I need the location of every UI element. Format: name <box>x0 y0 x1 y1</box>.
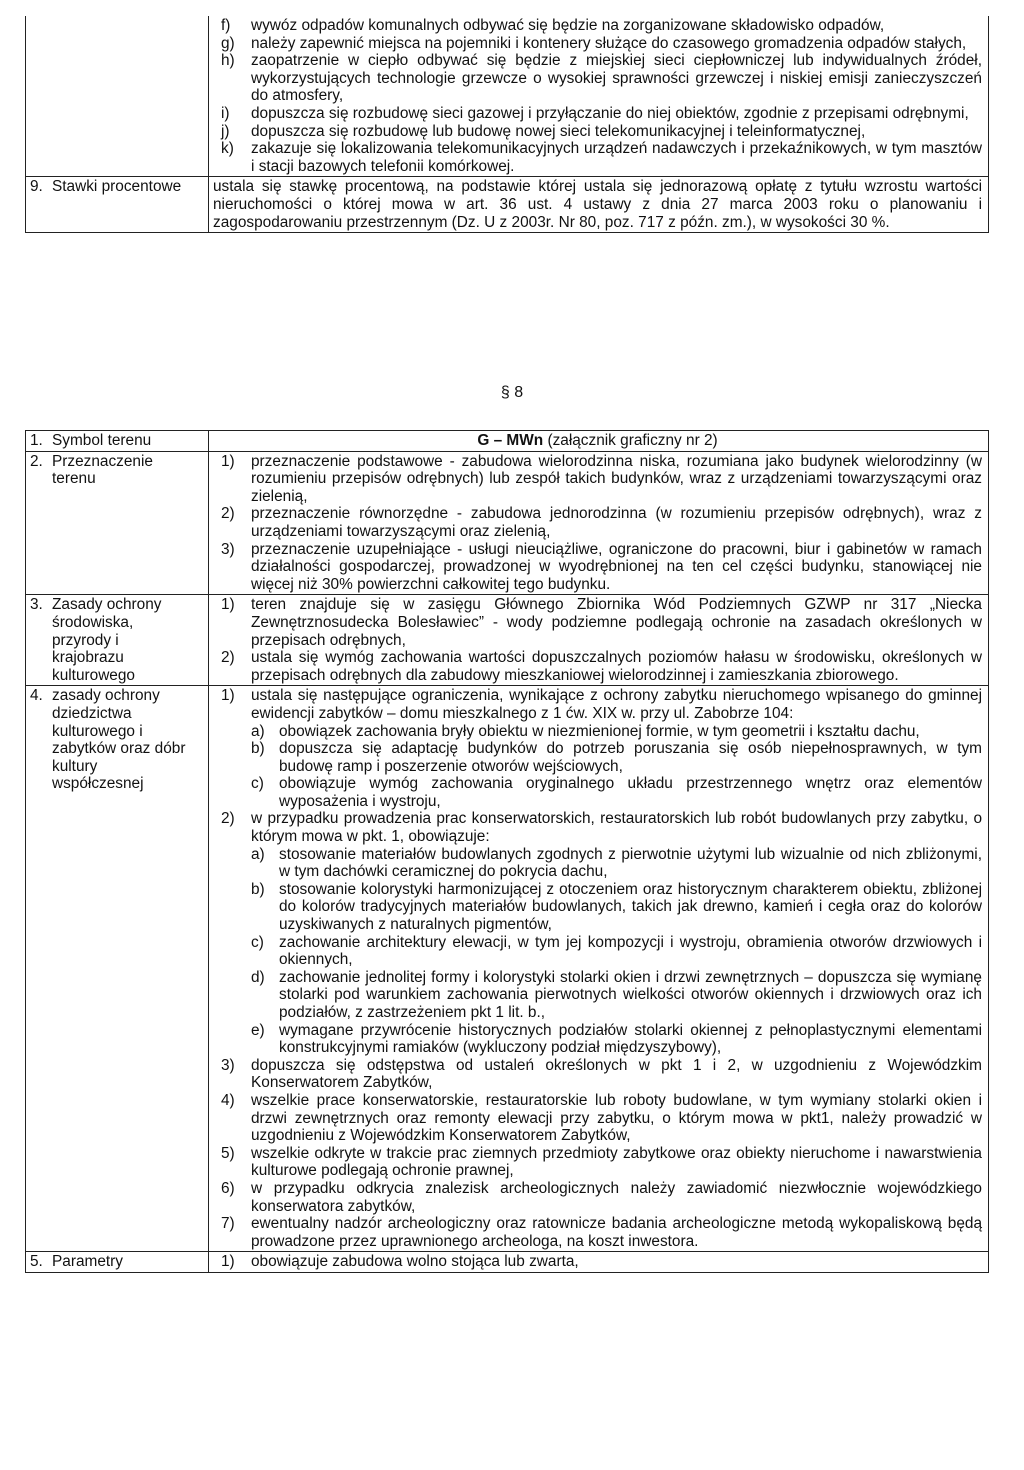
row-label: Parametry <box>52 1253 123 1271</box>
symbol-cell <box>209 431 989 452</box>
list-subitem <box>213 1022 982 1057</box>
item-text: obowiązuje wymóg zachowania oryginalnego układu przestrzennego wnętrz oraz elementów wyposażenia i wystroju, <box>279 775 982 810</box>
item-text: zachowanie architektury elewacji, w tym jej kompozycji i wystroju, obramienia otworów drzwiowych i okiennych, <box>279 933 982 969</box>
item-text: należy zapewnić miejsca na pojemniki i kontenery służące do czasowego gromadzenia odpadów stałych, <box>251 34 967 52</box>
row-number: 4. <box>30 687 43 705</box>
list-item <box>213 810 982 845</box>
item-marker: 1) <box>221 687 235 705</box>
item-marker: 2) <box>221 810 235 828</box>
list-item <box>213 1057 982 1092</box>
list-subitem <box>213 969 982 1022</box>
content-cell <box>209 686 989 1252</box>
item-marker: 3) <box>221 1056 235 1074</box>
item-marker: 1) <box>221 452 235 470</box>
row-label: zasady ochrony dziedzictwa kulturowego i zabytków oraz dóbr kultury współczesnej <box>52 687 186 793</box>
list-item <box>213 123 982 141</box>
item-text: obowiązek zachowania bryły obiektu w niezmienionej formie, w tym geometrii i kształtu dachu, <box>279 722 920 740</box>
list-item <box>213 687 982 722</box>
item-marker: c) <box>251 933 264 951</box>
item-text: dopuszcza się adaptację budynków do potrzeb poruszania się osób niepełnosprawnych, w tym budowę ramp i poszerzenie otworów wejściowych, <box>279 740 982 775</box>
item-text: wszelkie odkryte w trakcie prac ziemnych przedmioty zabytkowe oraz obiekty nieruchome i nawarstwienia kulturowe podlegają ochronie prawnej, <box>251 1144 982 1180</box>
item-marker: 1) <box>221 596 235 614</box>
list-subitem <box>213 934 982 969</box>
item-text: przeznaczenie równorzędne - zabudowa jednorodzinna (w rozumieniu przepisów odrębnych), wraz z urządzeniami towarzyszącymi oraz zielenią, <box>251 505 982 540</box>
item-marker: 3) <box>221 540 235 558</box>
item-text: wymagane przywrócenie historycznych podziałów stolarki okiennej z pełnoplastycznymi elementami konstrukcyjnymi ramiaków (wykluczony podział międzyszybowy), <box>279 1021 982 1057</box>
item-text: w przypadku prowadzenia prac konserwatorskich, restauratorskich lub robót budowlanych przy zabytku, o którym mowa w pkt. 1, obowiązuje: <box>251 810 982 846</box>
symbol-note: (załącznik graficzny nr 2) <box>543 432 718 449</box>
list-item <box>213 453 982 506</box>
item-marker: c) <box>251 775 264 793</box>
item-marker: 4) <box>221 1091 235 1109</box>
row-label: Stawki procentowe <box>52 178 182 196</box>
label-cell <box>26 1252 209 1273</box>
item-text: stosowanie materiałów budowlanych zgodnych z pierwotnie użytymi lub wizualnie od nich zbliżonymi, w tym dachówki ceramicznej do pokrycia dachu, <box>279 845 982 881</box>
list-subitem <box>213 740 982 775</box>
item-text: wszelkie prace konserwatorskie, restauratorskie lub roboty budowlane, w tym wymiany stolarki okien i drzwi zewnętrznych oraz remonty elewacji przy zabytku, o którym mowa w pkt1, należy prowadzić w uzgodnieniu z Wojewódzkim Konserwatorem Zabytków, <box>251 1091 982 1145</box>
item-text: ustala się wymóg zachowania wartości dopuszczalnych poziomów hałasu w środowisku, określonych w przepisach odrębnych dla zabudowy mieszkaniowej wielorodzinnej i zamieszkania zbiorowego. <box>251 649 982 684</box>
row-label: Przeznaczenie terenu <box>52 452 153 488</box>
content-cell <box>209 451 989 595</box>
table-row <box>26 177 989 233</box>
item-marker: 5) <box>221 1144 235 1162</box>
item-marker: 2) <box>221 649 235 667</box>
table-row <box>26 16 989 177</box>
label-cell <box>26 686 209 1252</box>
content-cell <box>209 595 989 686</box>
item-text: zachowanie jednolitej formy i kolorystyki stolarki okien i drzwi zewnętrznych – dopuszcza się wymianę stolarki pod warunkiem zachowania pierwotnych wielkości otworów okiennych i drzwiowych oraz ich podziałów, z zastrzeżeniem pkt 1 lit. b., <box>279 968 982 1021</box>
item-marker: j) <box>221 122 230 140</box>
list-item <box>213 52 982 105</box>
item-marker: b) <box>251 740 265 758</box>
item-marker: k) <box>221 140 234 158</box>
item-text: zaopatrzenie w ciepło odbywać się będzie z miejskiej sieci ciepłowniczej lub indywidualnych źródeł, wykorzystujących technologie grzewcze o wysokiej sprawności grzewczej i niskiej emisji zanieczyszczeń do atmosfery, <box>251 52 982 105</box>
list-item <box>213 541 982 594</box>
item-marker: h) <box>221 52 235 70</box>
item-text: obowiązuje zabudowa wolno stojąca lub zwarta, <box>251 1253 579 1271</box>
item-text: przeznaczenie podstawowe - zabudowa wielorodzinna niska, rozumiana jako budynek wielorodzinny (w rozumieniu przepisów odrębnych) lub zespół takich budynków, wraz z urządzeniami towarzyszącymi oraz zielenią, <box>251 452 982 505</box>
item-marker: f) <box>221 17 231 34</box>
label-cell <box>26 177 209 233</box>
item-text: w przypadku odkrycia znalezisk archeologicznych należy zawiadomić niezwłocznie wojewódzkiego konserwatora zabytków, <box>251 1179 982 1215</box>
list-subitem <box>213 775 982 810</box>
item-text: wywóz odpadów komunalnych odbywać się będzie na zorganizowane składowisko odpadów, <box>251 17 885 34</box>
list-subitem <box>213 846 982 881</box>
list-item <box>213 140 982 175</box>
item-marker: 7) <box>221 1215 235 1233</box>
item-marker: b) <box>251 880 265 898</box>
item-marker: e) <box>251 1021 265 1039</box>
label-cell <box>26 431 209 452</box>
item-marker: 6) <box>221 1179 235 1197</box>
content-cell <box>209 16 989 177</box>
item-marker: i) <box>221 104 230 122</box>
list-item <box>213 1145 982 1180</box>
item-text: dopuszcza się rozbudowę lub budowę nowej sieci telekomunikacyjnej i teleinformatycznej, <box>251 122 866 140</box>
row-number: 3. <box>30 596 43 614</box>
item-text: teren znajduje się w zasięgu Głównego Zbiornika Wód Podziemnych GZWP nr 317 „Niecka Zewnętrznosudecka Bolesławiec” - wody podziemne podlegają ochronie na zasadach określonych w przepisach odrębnych, <box>251 596 982 649</box>
table-row <box>26 595 989 686</box>
row-number: 1. <box>30 432 43 449</box>
top-table <box>25 16 989 233</box>
table-row <box>26 431 989 452</box>
table-row <box>26 451 989 595</box>
list-item <box>213 1253 982 1271</box>
item-marker: g) <box>221 34 235 52</box>
content-cell <box>209 1252 989 1273</box>
list-item <box>213 1092 982 1145</box>
list-subitem <box>213 723 982 741</box>
item-marker: a) <box>251 722 265 740</box>
item-text: przeznaczenie uzupełniające - usługi nieuciążliwe, ograniczone do pracowni, biur i gabinetów w ramach działalności gospodarczej, prowadzonej w wyodrębnionej na ten cel części budynku, stanowiącej nie więcej niż 30% powierzchni całkowitej tego budynku. <box>251 540 982 593</box>
item-text: dopuszcza się rozbudowę sieci gazowej i przyłączanie do niej obiektów, zgodnie z przepisami odrębnymi, <box>251 104 969 122</box>
item-text: zakazuje się lokalizowania telekomunikacyjnych urządzeń nadawczych i przekaźnikowych, w tym masztów i stacji bazowych telefonii komórkowej. <box>251 140 982 175</box>
row-label: Symbol terenu <box>52 432 152 449</box>
item-marker: 1) <box>221 1253 235 1271</box>
list-subitem <box>213 881 982 934</box>
list-item <box>213 105 982 123</box>
item-marker: 2) <box>221 505 235 523</box>
list-item <box>213 505 982 540</box>
list-item <box>213 17 982 35</box>
list-item <box>213 596 982 649</box>
table-row <box>26 686 989 1252</box>
item-marker: a) <box>251 845 265 863</box>
table-row <box>26 1252 989 1273</box>
section-title: § 8 <box>500 384 524 401</box>
row-label: Zasady ochrony środowiska, przyrody i krajobrazu kulturowego <box>52 596 162 684</box>
label-cell <box>26 451 209 595</box>
item-text: dopuszcza się odstępstwa od ustaleń określonych w pkt 1 i 2, w uzgodnieniu z Wojewódzkim Konserwatorem Zabytków, <box>251 1056 982 1092</box>
item-marker: d) <box>251 968 265 986</box>
label-cell <box>26 595 209 686</box>
bottom-table <box>25 430 989 1273</box>
item-text: stosowanie kolorystyki harmonizującej z otoczeniem oraz historycznym charakterem obiektu, zbliżonej do kolorów tradycyjnych materiałów budowlanych, takich jak drewno, kamień i cegła oraz do kolorów uzyskiwanych z naturalnych pigmentów, <box>279 880 982 934</box>
list-item <box>213 1215 982 1250</box>
row-number: 9. <box>30 178 43 196</box>
symbol-code: G – MWn <box>477 432 544 449</box>
list-item <box>213 1180 982 1215</box>
item-text: ustala się następujące ograniczenia, wynikające z ochrony zabytku nieruchomego wpisanego do gminnej ewidencji zabytków – domu mieszkalnego z 1 ćw. XIX w. przy ul. Zabobrze 104: <box>251 687 982 722</box>
row-text: ustala się stawkę procentową, na podstawie której ustala się jednorazową opłatę z tytułu wzrostu wartości nieruchomości o której mowa w art. 36 ust. 4 ustawy z dnia 27 marca 2003 roku o planowaniu i zagospodarowaniu przestrzennym (Dz. U z 2003r. Nr 80, poz. 717 z późn. zm.), w wysokości 30 %. <box>213 178 982 231</box>
list-item <box>213 649 982 684</box>
row-number: 2. <box>30 452 43 470</box>
content-cell <box>209 177 989 233</box>
list-item <box>213 35 982 53</box>
item-text: ewentualny nadzór archeologiczny oraz ratownicze badania archeologiczne metodą wykopaliskową będą prowadzone przez uprawnionego archeologa, na koszt inwestora. <box>251 1215 982 1250</box>
row-number: 5. <box>30 1253 43 1271</box>
label-cell-empty <box>26 16 209 177</box>
